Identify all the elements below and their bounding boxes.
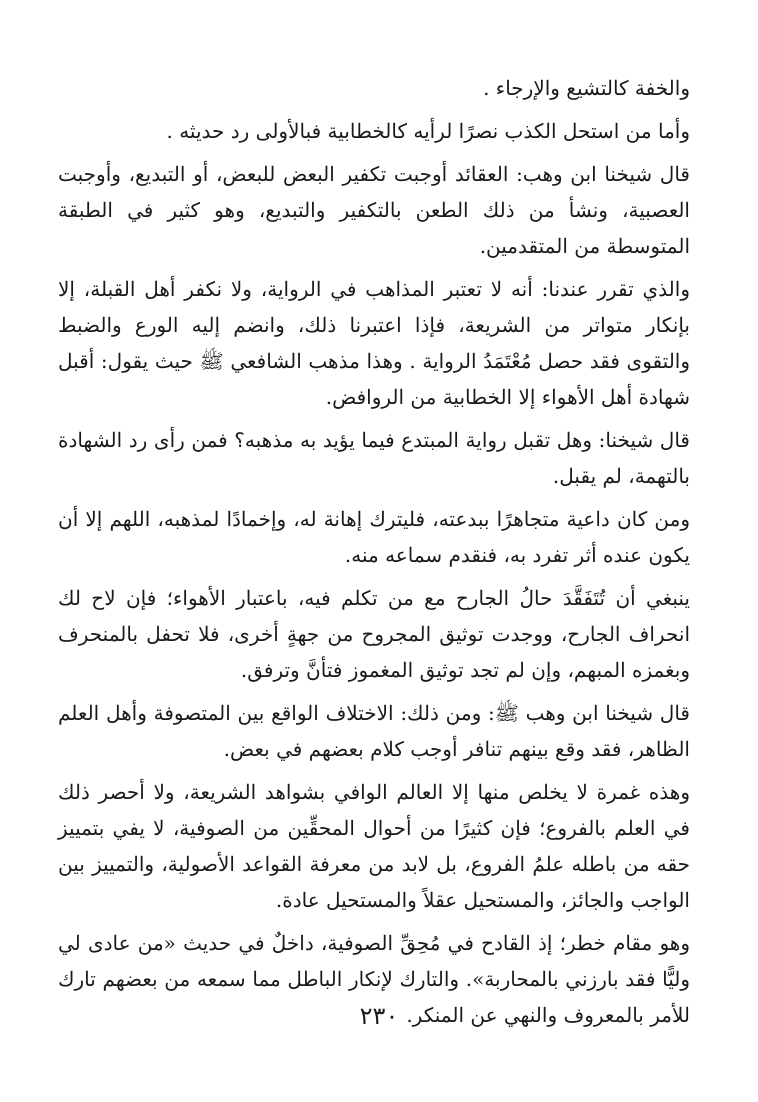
paragraph-3: قال شيخنا ابن وهب: العقائد أوجبت تكفير البعض للبعض، أو التبديع، وأوجبت العصبية، ونشأ من ذلك الطعن بالتكفير والتبديع، وهو كثير في الطبقة المتوسطة من المتقدمين. [58, 162, 690, 258]
paragraph-7: ينبغي أن تُتَفَقَّدَ حالُ الجارح مع من تكلم فيه، باعتبار الأهواء؛ فإن لاح لك انحراف الجارح، ووجدت توثيق المجروح من جهةٍ أخرى، فلا تحفل بالمنحرف وبغمزه المبهم، وإن لم تجد توثيق المغموز فتأنَّ وترفق. [58, 586, 690, 682]
paragraph-8: قال شيخنا ابن وهب ﷺ: ومن ذلك: الاختلاف الواقع بين المتصوفة وأهل العلم الظاهر، فقد وقع بينهم تنافر أوجب كلام بعضهم في بعض. [58, 701, 690, 761]
paragraph-5: قال شيخنا: وهل تقبل رواية المبتدع فيما يؤيد به مذهبه؟ فمن رأى رد الشهادة بالتهمة، لم يقبل. [58, 428, 690, 488]
paragraph-1: والخفة كالتشيع والإرجاء . [483, 76, 690, 100]
page-number: ٢٣٠ [359, 1002, 399, 1030]
paragraph-2: وأما من استحل الكذب نصرًا لرأيه كالخطابية فبالأولى رد حديثه . [166, 119, 690, 143]
paragraph-4: والذي تقرر عندنا: أنه لا تعتبر المذاهب في الرواية، ولا نكفر أهل القبلة، إلا بإنكار متواتر من الشريعة، فإذا اعتبرنا ذلك، وانضم إليه الورع والضبط والتقوى فقد حصل مُعْتَمَدُ الرواية . وهذا مذهب الشافعي ﷺ حيث يقول: أقبل شهادة أهل الأهواء إلا الخطابية من الروافض. [58, 277, 690, 409]
paragraph-9: وهذه غمرة لا يخلص منها إلا العالم الوافي بشواهد الشريعة، ولا أحصر ذلك في العلم بالفروع؛ فإن كثيرًا من أحوال المحقِّين من الصوفية، لا يفي بتمييز حقه من باطله علمُ الفروع، بل لابد من معرفة القواعد الأصولية، والتمييز بين الواجب والجائز، والمستحيل عقلاً والمستحيل عادة. [58, 780, 690, 912]
paragraph-10: وهو مقام خطر؛ إذ القادح في مُحِقِّ الصوفية، داخلٌ في حديث «من عادى لي وليًّا فقد بارزني بالمحاربة». والتارك لإنكار الباطل مما سمعه من بعضهم تارك للأمر بالمعروف والنهي عن المنكر. [58, 931, 690, 1027]
page-body [58, 70, 690, 1040]
paragraph-6: ومن كان داعية متجاهرًا ببدعته، فليترك إهانة له، وإخمادًا لمذهبه، اللهم إلا أن يكون عنده أثر تفرد به، فنقدم سماعه منه. [58, 507, 690, 567]
